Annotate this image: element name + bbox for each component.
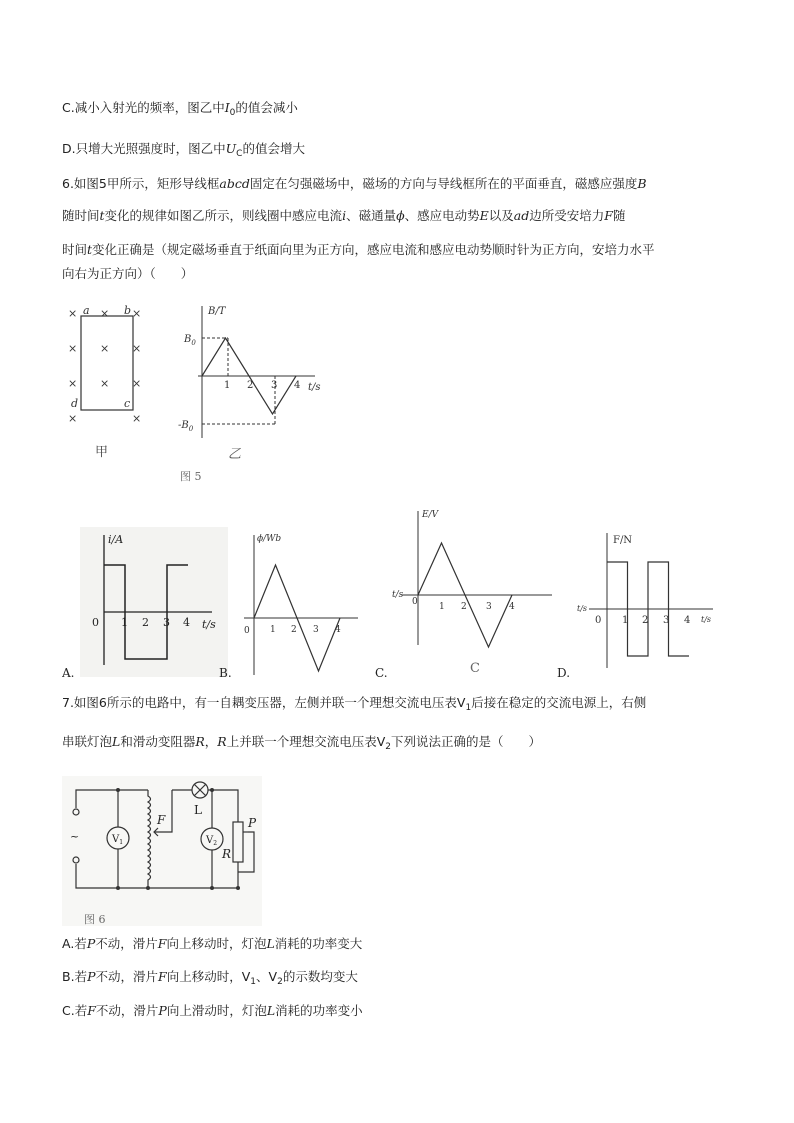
origin-label: 0 xyxy=(412,597,418,607)
f-label: F xyxy=(157,813,166,827)
figure-6 xyxy=(62,772,272,930)
r-label: R xyxy=(222,847,232,861)
scan-background xyxy=(80,527,228,677)
field-marks xyxy=(68,307,141,425)
tick-4: 4 xyxy=(294,380,301,391)
q6-line2: 随时间t变化的规律如图乙所示，则线圈中感应电流i、磁通量ϕ、感应电动势E以及ad边所受安培力F随 xyxy=(62,208,626,223)
t-axis-label: t/s xyxy=(577,604,588,613)
v2-label: $V_2$ xyxy=(206,835,218,847)
field-mark: × xyxy=(68,412,78,425)
tick-3: 3 xyxy=(271,380,278,391)
q7-line2: 串联灯泡L和滑动变阻器R，R上并联一个理想交流电压表$V_2$下列说法正确的是（ ） xyxy=(62,734,542,752)
option-a-label: A. xyxy=(62,666,75,680)
tick-2: 2 xyxy=(642,615,649,626)
b0-label: $B_0$ xyxy=(184,334,196,347)
tick-4: 4 xyxy=(183,616,190,629)
field-mark: × xyxy=(132,307,142,320)
e-axis-label: E/V xyxy=(422,510,439,520)
q7-line1: 7.如图6所示的电路中，有一自耦变压器，左侧并联一个理想交流电压表$V_1$后接在稳定的交流电源上，右侧 xyxy=(62,695,647,713)
node xyxy=(210,886,214,890)
node xyxy=(116,788,120,792)
figure-5-jia-label: 甲 xyxy=(95,445,109,460)
option-c-caption: C xyxy=(470,661,480,676)
option-b-graph xyxy=(218,525,368,685)
corner-d: d xyxy=(71,397,79,410)
option-c-label: C. xyxy=(375,666,388,680)
tick-4: 4 xyxy=(509,602,515,612)
t-axis-label: t/s xyxy=(392,590,404,600)
tick-1: 1 xyxy=(224,380,231,391)
figure-5-jia xyxy=(81,316,133,410)
origin-label: 0 xyxy=(244,626,250,636)
q6-line3: 时间t变化正确是（规定磁场垂直于纸面向里为正方向，感应电流和感应电动势顺时针为正方向，安培力水平 xyxy=(62,242,655,257)
f-axis-label: F/N xyxy=(613,535,633,546)
figure-5-caption: 图 5 xyxy=(180,470,202,483)
field-mark: × xyxy=(68,377,78,390)
field-mark: × xyxy=(132,377,142,390)
field-mark: × xyxy=(100,377,110,390)
option-b-label: B. xyxy=(219,666,232,680)
tick-1: 1 xyxy=(439,602,445,612)
option-5d: D.只增大光照强度时，图乙中$U_C$的值会增大 xyxy=(62,141,305,159)
tick-1: 1 xyxy=(270,625,276,635)
option-a-graph xyxy=(62,525,230,685)
tick-2: 2 xyxy=(247,380,254,391)
tick-2: 2 xyxy=(461,602,467,612)
tick-3: 3 xyxy=(486,602,492,612)
q7-option-b: B.若P不动，滑片F向上移动时，$V_1$、$V_2$的示数均变大 xyxy=(62,969,358,987)
negb0-label: $-B_0$ xyxy=(178,420,194,433)
wire-frame xyxy=(81,316,133,410)
rheostat-r xyxy=(233,822,243,862)
option-5c: C.减小入射光的频率，图乙中$I_0$的值会减小 xyxy=(62,100,298,118)
field-mark: × xyxy=(68,307,78,320)
tick-3: 3 xyxy=(663,615,670,626)
figure-6-caption: 图 6 xyxy=(84,913,106,926)
option-c-graph xyxy=(372,505,562,685)
scan-background xyxy=(62,776,262,926)
t-axis-end-label: t/s xyxy=(701,615,712,624)
node xyxy=(236,886,240,890)
field-mark: × xyxy=(100,342,110,355)
q6-line4: 向右为正方向）（ ） xyxy=(62,266,194,281)
option-d-label: D. xyxy=(557,666,571,680)
i-axis-label: i/A xyxy=(108,533,124,546)
t-axis-label: t/s xyxy=(202,618,216,631)
node xyxy=(146,886,150,890)
corner-c: c xyxy=(124,397,131,410)
node xyxy=(210,788,214,792)
tick-3: 3 xyxy=(163,616,170,629)
figure-5-yi-label: 乙 xyxy=(228,447,242,462)
field-mark: × xyxy=(68,342,78,355)
l-label: L xyxy=(194,803,202,817)
phi-axis-label: ϕ/Wb xyxy=(257,534,282,544)
corner-a: a xyxy=(83,304,90,317)
field-mark: × xyxy=(100,307,110,320)
tick-1: 1 xyxy=(622,615,629,626)
tick-1: 1 xyxy=(121,616,128,629)
t-axis-label: t/s xyxy=(308,382,321,393)
field-mark: × xyxy=(132,412,142,425)
tick-4: 4 xyxy=(335,625,341,635)
node xyxy=(116,886,120,890)
origin-label: 0 xyxy=(595,615,602,626)
q7-option-c: C.若F不动，滑片P向上滑动时，灯泡L消耗的功率变小 xyxy=(62,1003,363,1018)
ac-source-symbol: ~ xyxy=(70,830,80,843)
tick-4: 4 xyxy=(684,615,691,626)
field-mark: × xyxy=(132,342,142,355)
corner-b: b xyxy=(124,304,132,317)
origin-label: 0 xyxy=(92,616,99,629)
p-label: P xyxy=(248,816,257,830)
q7-option-a: A.若P不动，滑片F向上移动时，灯泡L消耗的功率变大 xyxy=(62,936,363,951)
tick-2: 2 xyxy=(142,616,149,629)
tick-3: 3 xyxy=(313,625,319,635)
figure-5-yi xyxy=(198,306,315,438)
q6-line1: 6.如图5甲所示，矩形导线框abcd固定在匀强磁场中，磁场的方向与导线框所在的平面垂直，磁感应强度B xyxy=(62,176,647,191)
option-d-graph xyxy=(555,525,720,685)
b-axis-label: B/T xyxy=(208,306,226,317)
v1-label: $V_1$ xyxy=(112,834,124,846)
tick-2: 2 xyxy=(291,625,297,635)
figure-5 xyxy=(60,298,350,488)
